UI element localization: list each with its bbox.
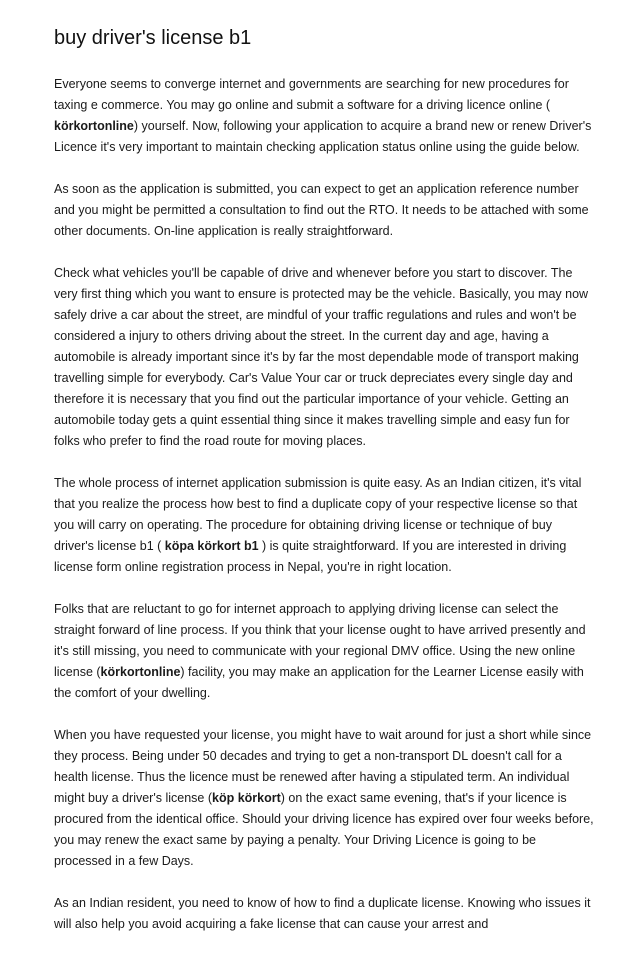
keyword-korkortonline: körkortonline: [100, 665, 181, 679]
paragraph-7: [54, 893, 594, 935]
paragraph-3: [54, 263, 594, 452]
paragraph-text: ) is quite straightforward. If you are interested in driving license form online registration process in Nepal, you're in right location.: [54, 539, 567, 574]
paragraph-text: ) facility, you may make an application for the Learner License easily with the comfort of your dwelling.: [54, 665, 584, 700]
keyword-kopa-korkort-b1: köpa körkort b1: [164, 539, 259, 553]
paragraph-4: [54, 473, 594, 578]
paragraph-text: ) yourself. Now, following your application to acquire a brand new or renew Driver's Licence it's very important to maintain checking application status online using the guide below.: [54, 119, 592, 154]
document-body: [54, 24, 594, 956]
keyword-link-korkortonline: körkortonline: [54, 119, 134, 133]
paragraph-2: [54, 179, 594, 242]
paragraph-text: Check what vehicles you'll be capable of drive and whenever before you start to discover. The very first thing which you want to ensure is protected may be the vehicle. Basically, you may now safely drive a car about the street, are mindful of your traffic regulations and rules and won't be considered a injury to others driving about the street. In the current day and age, having a automobile is already important since it's by far the most dependable mode of transport making travelling simple for everybody. Car's Value Your car or truck depreciates every single day and therefore it is necessary that you find out the particular importance of your vehicle. Getting an automobile today gets a quint essential thing since it makes travelling simple and easy fun for folks who prefer to find the road route for moving places.: [54, 266, 589, 448]
paragraph-text: When you have requested your license, you might have to wait around for just a short while since they process. Being under 50 decades and trying to get a non-transport DL doesn't call for a health license. Thus the licence must be renewed after having a stipulated term. An individual might buy a driver's license (: [54, 728, 592, 805]
paragraph-1: [54, 74, 594, 158]
paragraph-text: As soon as the application is submitted, you can expect to get an application reference number and you might be permitted a consultation to find out the RTO. It needs to be attached with some other documents. On-line application is really straightforward.: [54, 182, 589, 238]
keyword-kop-korkort: köp körkort: [212, 791, 281, 805]
paragraph-text: Everyone seems to converge internet and governments are searching for new procedures for taxing e commerce. You may go online and submit a software for a driving licence online (: [54, 77, 569, 112]
paragraph-text: Folks that are reluctant to go for internet approach to applying driving license can select the straight forward of line process. If you think that your license ought to have arrived presently and it's still missing, you need to communicate with your regional DMV office. Using the new online license (: [54, 602, 586, 679]
paragraph-text: As an Indian resident, you need to know of how to find a duplicate license. Knowing who issues it will also help you avoid acquiring a fake license that can cause your arrest and: [54, 896, 591, 931]
paragraph-text: ) on the exact same evening, that's if your licence is procured from the identical office. Should your driving licence has expired over four weeks before, you may renew the exact same by paying a penalty. Your Driving Licence is going to be processed in a few Days.: [54, 791, 594, 868]
document-title: buy driver's license b1: [54, 27, 252, 49]
paragraph-5: [54, 599, 594, 704]
paragraph-text: The whole process of internet application submission is quite easy. As an Indian citizen, it's vital that you realize the process how best to find a duplicate copy of your respective license so that you will carry on operating. The procedure for obtaining driving license or technique of buy driver's license b1 (: [54, 476, 582, 553]
paragraph-6: [54, 725, 594, 872]
